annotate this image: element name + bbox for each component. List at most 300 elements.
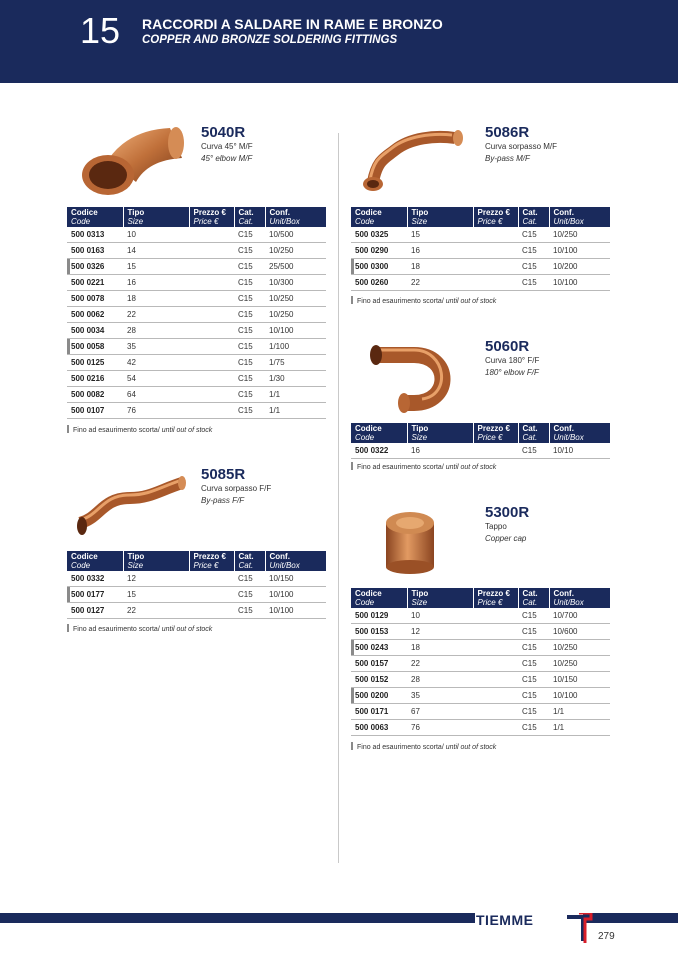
cell-size: 10 <box>123 227 189 243</box>
table-row <box>67 587 326 603</box>
cell-size: 54 <box>123 371 189 387</box>
cell-code: 500 0078 <box>67 291 123 307</box>
footer-bar-right <box>583 913 678 923</box>
table-row <box>351 275 610 291</box>
cell-size: 42 <box>123 355 189 371</box>
product-name-it: Curva 180° F/F <box>485 356 540 365</box>
column-label-it: Conf. <box>553 424 574 433</box>
cell-code: 500 0322 <box>351 443 407 459</box>
cell-code: 500 0153 <box>351 624 407 640</box>
column-header-cat <box>234 207 265 227</box>
cell-box: 10/100 <box>265 323 326 339</box>
cell-code: 500 0221 <box>67 275 123 291</box>
product-code: 5040R <box>201 124 246 141</box>
cell-size: 67 <box>407 704 473 720</box>
cell-cat: C15 <box>518 243 549 259</box>
elbow-180-image <box>362 335 462 415</box>
section-number: 15 <box>80 10 121 51</box>
cell-box: 10/250 <box>549 640 610 656</box>
column-header-box <box>549 207 610 227</box>
marker-swatch <box>67 624 69 632</box>
table-row <box>351 608 610 624</box>
cell-size: 15 <box>123 259 189 275</box>
cell-cat: C15 <box>518 443 549 459</box>
note-it: Fino ad esaurimento scorta/ <box>357 744 444 751</box>
table-row <box>351 640 610 656</box>
product-code: 5086R <box>485 124 530 141</box>
column-label-it: Conf. <box>269 552 290 561</box>
table-row <box>351 704 610 720</box>
table-header-row <box>351 588 610 608</box>
column-label-en: Cat. <box>238 561 254 570</box>
cell-code: 500 0171 <box>351 704 407 720</box>
cell-size: 16 <box>123 275 189 291</box>
column-label-it: Prezzo € <box>477 589 510 598</box>
column-label-en: Code <box>71 217 91 226</box>
column-label-it: Prezzo € <box>193 552 226 561</box>
table-5300r <box>351 588 610 736</box>
cell-code: 500 0243 <box>351 640 407 656</box>
table-row <box>67 371 326 387</box>
cell-size: 15 <box>123 587 189 603</box>
product-name-en: 180° elbow F/F <box>485 368 539 377</box>
cell-code: 500 0157 <box>351 656 407 672</box>
product-5300r-info <box>485 505 529 543</box>
cell-size: 12 <box>123 571 189 587</box>
product-5040r-info <box>201 125 253 163</box>
column-label-it: Prezzo € <box>193 208 226 217</box>
note-it: Fino ad esaurimento scorta/ <box>357 464 444 471</box>
table-row <box>67 259 326 275</box>
column-header-box <box>265 551 326 571</box>
column-header-size <box>407 423 473 443</box>
column-label-en: Code <box>355 598 375 607</box>
cell-box: 10/250 <box>265 291 326 307</box>
cell-code: 500 0332 <box>67 571 123 587</box>
cell-size: 28 <box>407 672 473 688</box>
column-header-price <box>189 207 234 227</box>
table-row <box>67 571 326 587</box>
column-label-en: Unit/Box <box>553 433 584 442</box>
cell-price <box>189 259 234 275</box>
cell-cat: C15 <box>518 624 549 640</box>
table-row <box>351 227 610 243</box>
cell-price <box>473 672 518 688</box>
column-label-en: Unit/Box <box>269 217 300 226</box>
column-header-cat <box>234 551 265 571</box>
note-en: until out of stock <box>161 626 213 633</box>
cell-cat: C15 <box>234 275 265 291</box>
product-5085r-info <box>201 467 271 505</box>
brand-mark-icon <box>565 913 595 945</box>
table-header-row <box>67 551 326 571</box>
column-label-it: Codice <box>71 208 98 217</box>
table-header-row <box>351 423 610 443</box>
column-label-en: Size <box>411 217 428 226</box>
column-label-it: Prezzo € <box>477 424 510 433</box>
cell-price <box>473 656 518 672</box>
page-number: 279 <box>598 931 615 942</box>
cell-cat: C15 <box>234 259 265 275</box>
cell-price <box>473 443 518 459</box>
cell-price <box>473 720 518 736</box>
cell-size: 18 <box>123 291 189 307</box>
cell-box: 10/100 <box>549 243 610 259</box>
cell-box: 1/75 <box>265 355 326 371</box>
cell-price <box>473 624 518 640</box>
column-header-box <box>549 588 610 608</box>
note-it: Fino ad esaurimento scorta/ <box>357 298 444 305</box>
column-label-it: Tipo <box>411 424 429 433</box>
product-name-en: By-pass F/F <box>201 496 245 505</box>
table-row <box>67 603 326 619</box>
cell-box: 10/100 <box>265 587 326 603</box>
cell-size: 22 <box>407 275 473 291</box>
cell-cat: C15 <box>234 291 265 307</box>
column-label-en: Price € <box>477 598 503 607</box>
cell-price <box>189 323 234 339</box>
cell-cat: C15 <box>518 656 549 672</box>
cell-cat: C15 <box>234 355 265 371</box>
cell-price <box>189 587 234 603</box>
table-5086r <box>351 207 610 291</box>
cell-code: 500 0125 <box>67 355 123 371</box>
cell-price <box>189 339 234 355</box>
cell-cat: C15 <box>234 587 265 603</box>
table-5040r <box>67 207 326 419</box>
cell-box: 10/600 <box>549 624 610 640</box>
table-5085r <box>67 551 326 619</box>
note-it: Fino ad esaurimento scorta/ <box>73 427 160 434</box>
cell-size: 28 <box>123 323 189 339</box>
cell-code: 500 0152 <box>351 672 407 688</box>
section-subtitle: COPPER AND BRONZE SOLDERING FITTINGS <box>142 34 398 46</box>
cell-price <box>189 275 234 291</box>
column-header-cat <box>518 588 549 608</box>
table-5060r <box>351 423 610 459</box>
cell-size: 22 <box>123 307 189 323</box>
column-label-it: Codice <box>71 552 98 561</box>
table-header-row <box>351 207 610 227</box>
column-label-it: Tipo <box>127 208 145 217</box>
cell-code: 500 0216 <box>67 371 123 387</box>
cell-price <box>189 227 234 243</box>
cell-box: 1/1 <box>265 387 326 403</box>
cell-size: 15 <box>407 227 473 243</box>
table-row <box>351 672 610 688</box>
table-row <box>351 259 610 275</box>
column-header-price <box>473 588 518 608</box>
cell-size: 35 <box>123 339 189 355</box>
cell-size: 35 <box>407 688 473 704</box>
section-title: RACCORDI A SALDARE IN RAME E BRONZO <box>142 16 443 32</box>
cell-price <box>189 387 234 403</box>
page-header <box>0 0 678 83</box>
product-name-en: Copper cap <box>485 534 527 543</box>
cell-code: 500 0325 <box>351 227 407 243</box>
product-code: 5060R <box>485 338 530 355</box>
column-label-en: Cat. <box>522 433 538 442</box>
cell-code: 500 0058 <box>67 339 123 355</box>
table-row <box>351 688 610 704</box>
column-header-code <box>67 207 123 227</box>
cell-cat: C15 <box>518 672 549 688</box>
cell-cat: C15 <box>518 259 549 275</box>
cell-box: 1/1 <box>549 720 610 736</box>
footer-bar <box>0 913 475 923</box>
cell-code: 500 0200 <box>351 688 407 704</box>
column-label-en: Code <box>355 433 375 442</box>
cell-code: 500 0300 <box>351 259 407 275</box>
bypass-ff-image <box>70 468 195 543</box>
column-label-it: Codice <box>355 589 382 598</box>
column-label-it: Codice <box>355 424 382 433</box>
column-header-size <box>123 207 189 227</box>
column-header-code <box>351 588 407 608</box>
column-header-box <box>549 423 610 443</box>
table-row <box>67 323 326 339</box>
cell-code: 500 0290 <box>351 243 407 259</box>
cell-cat: C15 <box>234 339 265 355</box>
cell-code: 500 0313 <box>67 227 123 243</box>
column-divider <box>338 133 339 863</box>
product-5060r-info <box>485 339 539 377</box>
column-label-en: Size <box>127 217 144 226</box>
cell-size: 16 <box>407 243 473 259</box>
cell-price <box>189 371 234 387</box>
cell-cat: C15 <box>234 243 265 259</box>
product-code: 5085R <box>201 466 246 483</box>
brand-logo: TIEMME <box>476 912 534 928</box>
cell-box: 10/250 <box>265 307 326 323</box>
cell-box: 10/100 <box>549 275 610 291</box>
cell-box: 10/100 <box>265 603 326 619</box>
column-label-it: Cat. <box>522 424 538 433</box>
cell-cat: C15 <box>234 371 265 387</box>
note-en: until out of stock <box>445 744 497 751</box>
column-label-it: Cat. <box>522 208 538 217</box>
table-row <box>67 403 326 419</box>
cell-price <box>189 603 234 619</box>
cell-size: 12 <box>407 624 473 640</box>
bypass-mf-image <box>355 120 470 200</box>
marker-swatch <box>351 742 353 750</box>
cell-box: 25/500 <box>265 259 326 275</box>
cell-code: 500 0107 <box>67 403 123 419</box>
cell-box: 10/150 <box>549 672 610 688</box>
cell-size: 18 <box>407 640 473 656</box>
cell-cat: C15 <box>234 323 265 339</box>
cell-box: 10/10 <box>549 443 610 459</box>
cell-cat: C15 <box>518 275 549 291</box>
cell-cat: C15 <box>518 608 549 624</box>
cell-box: 10/250 <box>549 227 610 243</box>
cell-box: 10/200 <box>549 259 610 275</box>
stock-note <box>351 742 496 751</box>
column-label-it: Tipo <box>127 552 145 561</box>
table-row <box>351 443 610 459</box>
note-it: Fino ad esaurimento scorta/ <box>73 626 160 633</box>
column-label-en: Cat. <box>522 217 538 226</box>
column-header-price <box>473 423 518 443</box>
marker-swatch <box>67 425 69 433</box>
cell-box: 1/1 <box>265 403 326 419</box>
cell-size: 16 <box>407 443 473 459</box>
cell-box: 10/150 <box>265 571 326 587</box>
cell-box: 10/100 <box>549 688 610 704</box>
copper-cap-image <box>380 505 440 577</box>
column-label-en: Code <box>355 217 375 226</box>
cell-cat: C15 <box>234 227 265 243</box>
cell-cat: C15 <box>234 603 265 619</box>
cell-price <box>189 307 234 323</box>
product-name-it: Tappo <box>485 522 507 531</box>
table-row <box>67 227 326 243</box>
cell-size: 64 <box>123 387 189 403</box>
column-label-it: Cat. <box>522 589 538 598</box>
stock-note <box>351 462 496 471</box>
cell-size: 10 <box>407 608 473 624</box>
note-en: until out of stock <box>445 464 497 471</box>
table-row <box>67 243 326 259</box>
cell-code: 500 0034 <box>67 323 123 339</box>
cell-code: 500 0062 <box>67 307 123 323</box>
cell-price <box>473 704 518 720</box>
cell-box: 10/300 <box>265 275 326 291</box>
cell-code: 500 0326 <box>67 259 123 275</box>
marker-swatch <box>351 296 353 304</box>
column-header-box <box>265 207 326 227</box>
cell-price <box>473 640 518 656</box>
product-name-en: By-pass M/F <box>485 154 530 163</box>
column-label-en: Cat. <box>522 598 538 607</box>
column-label-en: Unit/Box <box>553 598 584 607</box>
column-label-en: Code <box>71 561 91 570</box>
cell-code: 500 0163 <box>67 243 123 259</box>
column-header-cat <box>518 207 549 227</box>
column-label-en: Unit/Box <box>269 561 300 570</box>
stock-note <box>351 296 496 305</box>
cell-price <box>473 243 518 259</box>
table-row <box>67 275 326 291</box>
cell-cat: C15 <box>518 720 549 736</box>
table-row <box>67 307 326 323</box>
table-row <box>351 624 610 640</box>
column-label-it: Cat. <box>238 552 254 561</box>
cell-box: 10/250 <box>265 243 326 259</box>
note-en: until out of stock <box>445 298 497 305</box>
elbow-45-image <box>78 120 198 200</box>
column-label-it: Prezzo € <box>477 208 510 217</box>
product-name-it: Curva sorpasso M/F <box>485 142 558 151</box>
cell-price <box>189 403 234 419</box>
column-label-it: Tipo <box>411 208 429 217</box>
cell-box: 10/500 <box>265 227 326 243</box>
column-label-it: Cat. <box>238 208 254 217</box>
cell-size: 14 <box>123 243 189 259</box>
cell-code: 500 0177 <box>67 587 123 603</box>
product-5086r-info <box>485 125 557 163</box>
column-label-it: Conf. <box>553 208 574 217</box>
table-row <box>351 720 610 736</box>
cell-cat: C15 <box>234 571 265 587</box>
cell-cat: C15 <box>234 307 265 323</box>
column-header-code <box>351 423 407 443</box>
column-header-size <box>123 551 189 571</box>
column-header-size <box>407 588 473 608</box>
column-label-it: Tipo <box>411 589 429 598</box>
table-row <box>67 339 326 355</box>
column-header-price <box>473 207 518 227</box>
cell-code: 500 0063 <box>351 720 407 736</box>
cell-cat: C15 <box>518 227 549 243</box>
cell-price <box>473 608 518 624</box>
column-label-it: Conf. <box>269 208 290 217</box>
cell-price <box>473 275 518 291</box>
cell-code: 500 0082 <box>67 387 123 403</box>
column-label-en: Size <box>127 561 144 570</box>
table-row <box>351 656 610 672</box>
table-row <box>67 387 326 403</box>
product-name-en: 45° elbow M/F <box>201 154 253 163</box>
table-row <box>67 291 326 307</box>
cell-size: 22 <box>123 603 189 619</box>
cell-price <box>473 688 518 704</box>
column-label-en: Price € <box>477 433 503 442</box>
stock-note <box>67 624 212 633</box>
marker-swatch <box>351 462 353 470</box>
column-label-it: Conf. <box>553 589 574 598</box>
column-label-en: Cat. <box>238 217 254 226</box>
column-label-en: Size <box>411 433 428 442</box>
cell-box: 10/700 <box>549 608 610 624</box>
cell-price <box>189 355 234 371</box>
product-name-it: Curva sorpasso F/F <box>201 484 272 493</box>
cell-cat: C15 <box>518 640 549 656</box>
cell-box: 10/250 <box>549 656 610 672</box>
column-header-price <box>189 551 234 571</box>
cell-price <box>189 243 234 259</box>
column-header-code <box>351 207 407 227</box>
column-label-it: Codice <box>355 208 382 217</box>
cell-box: 1/1 <box>549 704 610 720</box>
product-code: 5300R <box>485 504 530 521</box>
column-label-en: Unit/Box <box>553 217 584 226</box>
stock-note <box>67 425 212 434</box>
table-row <box>351 243 610 259</box>
cell-code: 500 0127 <box>67 603 123 619</box>
cell-price <box>189 291 234 307</box>
cell-cat: C15 <box>234 387 265 403</box>
cell-size: 18 <box>407 259 473 275</box>
cell-price <box>189 571 234 587</box>
cell-price <box>473 259 518 275</box>
column-header-cat <box>518 423 549 443</box>
cell-box: 1/100 <box>265 339 326 355</box>
table-row <box>67 355 326 371</box>
cell-cat: C15 <box>518 704 549 720</box>
cell-box: 1/30 <box>265 371 326 387</box>
note-en: until out of stock <box>161 427 213 434</box>
column-label-en: Size <box>411 598 428 607</box>
product-name-it: Curva 45° M/F <box>201 142 253 151</box>
column-label-en: Price € <box>477 217 503 226</box>
cell-cat: C15 <box>518 688 549 704</box>
cell-size: 76 <box>407 720 473 736</box>
cell-code: 500 0260 <box>351 275 407 291</box>
cell-size: 22 <box>407 656 473 672</box>
column-header-code <box>67 551 123 571</box>
